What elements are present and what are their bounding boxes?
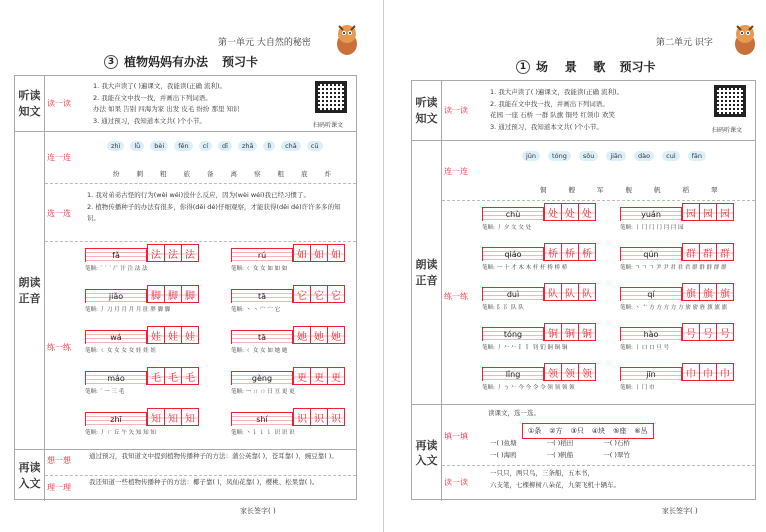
option-item[interactable]: ②方 xyxy=(549,427,563,435)
qr-code[interactable] xyxy=(315,81,347,113)
writing-cell[interactable]: 它 xyxy=(327,285,345,303)
writing-cell[interactable]: 毛 xyxy=(164,367,182,385)
qr-code[interactable] xyxy=(714,85,746,117)
writing-cell[interactable]: 识 xyxy=(327,408,345,426)
writing-cell[interactable]: 桥 xyxy=(544,243,562,261)
qr-caption: 扫码听课文 xyxy=(712,127,743,134)
fill-intro: 读课文，选一选。 xyxy=(488,409,540,417)
stroke-order: 笔顺: 阝 阝 队 队 xyxy=(482,305,524,311)
fill-blank[interactable]: 一( )翠竹 xyxy=(603,450,630,459)
writing-cell[interactable]: 巾 xyxy=(716,363,734,381)
choice-block xyxy=(45,184,356,242)
hanzi-list xyxy=(540,185,718,194)
fill-tag: 填一填 xyxy=(444,432,468,441)
writing-cell[interactable]: 法 xyxy=(164,244,182,262)
listen-line: 2. 我能在文中找一找，并画出下列词语。 xyxy=(490,99,609,108)
pinyin-box: qún xyxy=(620,247,682,261)
stroke-order: 笔顺: 丶 亠 方 方 方 方 方 旂 旂 旌 旗 旗 旗 xyxy=(620,305,728,311)
hanzi-item[interactable]: 底 xyxy=(301,170,308,178)
hanzi-item[interactable]: 刺 xyxy=(136,170,143,178)
writing-cell[interactable]: 群 xyxy=(716,243,734,261)
lesson-heading xyxy=(516,58,655,75)
unit-title: 第一单元 大自然的秘密 xyxy=(218,38,311,48)
pinyin-item[interactable]: bèi xyxy=(150,141,168,151)
stroke-order: 笔顺: 丨 冂 巾 xyxy=(620,385,655,391)
writing-cells xyxy=(293,367,344,385)
stroke-order: 笔顺: 一 ㄇ ㄇ 日 亘 更 更 xyxy=(231,389,295,395)
mascot-icon xyxy=(732,22,758,56)
stroke-order: 笔顺: ㄱ ㄱ ㄱ 尹 尹 君 君 君 群 群 群 群 群 xyxy=(620,265,727,271)
hanzi-item[interactable]: 离 xyxy=(230,170,237,178)
pinyin-item[interactable]: lǚ xyxy=(130,141,144,151)
pinyin-box: yuán xyxy=(620,207,682,221)
pinyin-item[interactable]: zhā xyxy=(238,141,258,151)
pinyin-item[interactable]: sōu xyxy=(579,151,598,161)
fill-blank[interactable]: 一( )鱼塘 xyxy=(490,439,517,447)
writing-cell[interactable]: 队 xyxy=(578,283,596,301)
writing-cells xyxy=(293,326,344,344)
hanzi-item[interactable]: 粗 xyxy=(160,170,167,178)
writing-cells xyxy=(147,326,198,344)
writing-cell[interactable]: 娃 xyxy=(147,326,165,344)
pinyin-box: shí xyxy=(231,412,293,426)
choice-text xyxy=(87,190,352,225)
stroke-order: 笔顺: ㄑ 女 女 如 如 如 xyxy=(231,266,288,272)
reread-section xyxy=(15,450,356,501)
pinyin-box: lǐng xyxy=(482,367,544,381)
fill-blank[interactable]: 一( )帆船 xyxy=(546,450,574,459)
writing-cell[interactable]: 巾 xyxy=(682,363,700,381)
stroke-order: 笔顺: 丶 丶 宀 宀 它 xyxy=(231,307,281,313)
pinyin-item[interactable]: chā xyxy=(281,141,301,151)
stroke-order: 笔顺: 丨 冂 冂 冂 冃 冃 园 xyxy=(620,225,684,231)
writing-cell[interactable]: 园 xyxy=(699,203,717,221)
writing-cell[interactable]: 园 xyxy=(682,203,700,221)
writing-cell[interactable]: 巾 xyxy=(699,363,717,381)
poem-text xyxy=(490,468,750,491)
listen-tag: 读一读 xyxy=(444,106,468,115)
writing-cell[interactable]: 号 xyxy=(716,323,734,341)
hanzi-item[interactable]: 备 xyxy=(207,170,214,178)
writing-cell[interactable]: 如 xyxy=(327,244,345,262)
card-label: 预习卡 xyxy=(619,60,656,74)
writing-cell[interactable]: 领 xyxy=(544,363,562,381)
writing-cells xyxy=(147,367,198,385)
writing-cells xyxy=(293,408,344,426)
listen-section xyxy=(15,76,356,132)
pinyin-list xyxy=(522,151,706,161)
pinyin-item[interactable]: tóng xyxy=(548,151,571,161)
think-tag: 想一想 xyxy=(47,456,71,465)
writing-cell[interactable]: 领 xyxy=(578,363,596,381)
writing-cell[interactable]: 铜 xyxy=(544,323,562,341)
writing-cell[interactable]: 毛 xyxy=(181,367,199,385)
pinyin-box: jīn xyxy=(620,367,682,381)
pinyin-box: fǎ xyxy=(85,248,147,262)
choice-tag: 选一选 xyxy=(47,209,71,218)
hanzi-item[interactable]: 艘 xyxy=(568,186,575,194)
poem-line: 一只只，两只鸟，三条船，五本书， xyxy=(490,469,594,477)
writing-cells xyxy=(293,285,344,303)
hanzi-item[interactable]: 稻 xyxy=(682,186,689,194)
pinyin-box: jiǎo xyxy=(85,289,147,303)
fill-blank[interactable]: 一( )海鸥 xyxy=(490,450,517,459)
pinyin-box: gèng xyxy=(231,371,293,385)
writing-cell[interactable]: 法 xyxy=(147,244,165,262)
hanzi-item[interactable]: 炸 xyxy=(324,170,331,178)
stroke-order: 笔顺: ㄑ 女 女 女 女 娃 娃 娃 xyxy=(85,348,156,354)
fill-blank[interactable]: 一( )稻田 xyxy=(546,439,574,447)
writing-cell[interactable]: 娃 xyxy=(181,326,199,344)
pinyin-box: rú xyxy=(231,248,293,262)
pinyin-box: tóng xyxy=(482,327,544,341)
choice-line[interactable]: 2. 植物传播种子的办法有很多，你得(děi dé)仔细观察，才能获得(děi dé)许许多多的知识。 xyxy=(87,202,341,222)
read-section xyxy=(412,141,755,405)
mascot-icon xyxy=(334,22,360,56)
option-item[interactable]: ⑥丛 xyxy=(634,427,648,435)
hanzi-item[interactable]: 粗 xyxy=(277,170,284,178)
fill-row xyxy=(490,438,750,450)
listen-line: 办法 如果 告别 四海为家 出发 皮毛 纷纷 那里 知识 xyxy=(93,105,240,113)
pinyin-box: qiáo xyxy=(482,247,544,261)
hanzi-item[interactable]: 舰 xyxy=(625,186,632,194)
read-side-label: 朗读 正音 xyxy=(15,132,45,449)
pinyin-box: duì xyxy=(482,287,544,301)
writing-cell[interactable]: 识 xyxy=(293,408,311,426)
writing-cell[interactable]: 群 xyxy=(682,243,700,261)
right-page xyxy=(383,0,766,532)
writing-cells xyxy=(544,323,595,341)
writing-block xyxy=(442,201,755,404)
lesson-title: 植物妈妈有办法 xyxy=(124,55,209,69)
listen-line: 1. 我大声读了( )遍课文，我能读(正确 流利)。 xyxy=(490,88,624,96)
lesson-number: 1 xyxy=(516,60,530,74)
poem-line: 六支笔，七棵柳树八朵花，九架飞机十辆车。 xyxy=(490,480,620,489)
measure-word-options xyxy=(522,423,654,439)
stroke-order: 笔顺: ˊ ˊ ˊ 广 汁 注 法 法 xyxy=(85,266,148,272)
stroke-order: 笔顺: 丨 口 口 旦 号 xyxy=(620,345,670,351)
writing-cell[interactable]: 知 xyxy=(181,408,199,426)
connect-block xyxy=(45,132,356,184)
listen-section xyxy=(412,81,755,141)
listen-line: 2. 我能在文中找一找，并画出下列词语。 xyxy=(93,93,212,102)
writing-cell[interactable]: 脚 xyxy=(181,285,199,303)
pinyin-item[interactable]: cū xyxy=(307,141,323,151)
writing-cells xyxy=(544,203,595,221)
listen-text xyxy=(490,87,710,133)
connect-tag: 连一连 xyxy=(444,167,468,176)
writing-cell[interactable]: 队 xyxy=(544,283,562,301)
connect-tag: 连一连 xyxy=(47,153,71,162)
lesson-title: 场 景 歌 xyxy=(536,60,606,74)
pinyin-box: tā xyxy=(231,330,293,344)
pinyin-item[interactable]: dào xyxy=(634,151,654,161)
writing-cell[interactable]: 领 xyxy=(561,363,579,381)
reread-section xyxy=(412,405,755,501)
pinyin-box: tā xyxy=(231,289,293,303)
writing-cell[interactable]: 她 xyxy=(310,326,328,344)
pinyin-box: wá xyxy=(85,330,147,344)
sort-tag: 理一理 xyxy=(47,483,71,492)
fill-row xyxy=(490,450,750,462)
worksheet-frame xyxy=(411,80,756,500)
option-item[interactable]: ④块 xyxy=(591,427,606,435)
writing-cells xyxy=(147,408,198,426)
pinyin-item[interactable]: cuì xyxy=(662,151,680,161)
worksheet-frame xyxy=(14,75,357,500)
writing-cell[interactable]: 桥 xyxy=(561,243,579,261)
writing-cells xyxy=(147,244,198,262)
option-item[interactable]: ①条 xyxy=(528,427,542,435)
stroke-order: 笔顺: 丶 讠 讠 讠 识 识 识 xyxy=(231,430,295,436)
hanzi-item[interactable]: 旅 xyxy=(183,170,190,178)
stroke-order: 笔顺: 丿 𠂉 𠂉 钅 钅 钊 钔 铜 铜 铜 xyxy=(482,345,568,351)
hanzi-item[interactable]: 察 xyxy=(254,170,261,178)
pinyin-item[interactable]: zhì xyxy=(107,141,124,151)
writing-cells xyxy=(544,243,595,261)
stroke-order: 笔顺: ㄑ 女 女 如 她 她 xyxy=(231,348,288,354)
parent-signature[interactable]: 家长签字( ) xyxy=(240,507,276,515)
pinyin-item[interactable]: lì xyxy=(263,141,275,151)
writing-cell[interactable]: 处 xyxy=(578,203,596,221)
writing-cell[interactable]: 更 xyxy=(327,367,345,385)
listen-line: 3. 通过预习，我知道本文共( )个小节。 xyxy=(93,116,206,125)
writing-block xyxy=(45,242,356,449)
lesson-heading xyxy=(104,53,258,70)
writing-cell[interactable]: 群 xyxy=(699,243,717,261)
lesson-number: 3 xyxy=(104,55,118,69)
pinyin-item[interactable]: dī xyxy=(218,141,232,151)
writing-cell[interactable]: 知 xyxy=(147,408,165,426)
writing-tag: 练一练 xyxy=(47,343,71,352)
writing-cell[interactable]: 更 xyxy=(293,367,311,385)
writing-cell[interactable]: 她 xyxy=(327,326,345,344)
writing-cell[interactable]: 它 xyxy=(293,285,311,303)
writing-tag: 练一练 xyxy=(444,292,468,301)
writing-cells xyxy=(682,243,733,261)
writing-cells xyxy=(293,244,344,262)
writing-cell[interactable]: 旗 xyxy=(716,283,734,301)
pinyin-box: chù xyxy=(482,207,544,221)
stroke-order: 笔顺: 丿 夕 夂 夂 处 xyxy=(482,225,532,231)
pinyin-item[interactable]: jiān xyxy=(606,151,626,161)
writing-cell[interactable]: 脚 xyxy=(147,285,165,303)
writing-cell[interactable]: 号 xyxy=(699,323,717,341)
hanzi-item[interactable]: 翠 xyxy=(711,186,718,194)
writing-cell[interactable]: 桥 xyxy=(578,243,596,261)
writing-cell[interactable]: 娃 xyxy=(164,326,182,344)
writing-cell[interactable]: 她 xyxy=(293,326,311,344)
read-side-label: 朗读 正音 xyxy=(412,141,442,404)
sort-text[interactable]: 我还知道一些植物传播种子的方法：椰子靠( )，凤仙花靠( )，樱桃、松果靠( )。 xyxy=(89,478,319,486)
reread-side-label: 再读 入文 xyxy=(15,450,45,501)
writing-cells xyxy=(682,203,733,221)
writing-cell[interactable]: 铜 xyxy=(578,323,596,341)
pinyin-box: máo xyxy=(85,371,147,385)
hanzi-item[interactable]: 纷 xyxy=(113,170,120,178)
listen-text xyxy=(93,81,313,127)
writing-cell[interactable]: 铜 xyxy=(561,323,579,341)
writing-cell[interactable]: 脚 xyxy=(164,285,182,303)
listen-side-label: 听读 知文 xyxy=(412,81,442,140)
listen-tag: 读一读 xyxy=(47,99,71,108)
card-label: 预习卡 xyxy=(222,55,259,69)
stroke-order: 笔顺: 丿 刀 月 月 月 月 肚 胖 脚 脚 xyxy=(85,307,171,313)
option-item[interactable]: ⑤座 xyxy=(613,427,627,435)
option-item[interactable]: ③只 xyxy=(570,427,584,435)
writing-cell[interactable]: 如 xyxy=(293,244,311,262)
stroke-order: 笔顺: 丿 ㄏ 丘 午 矢 知 知 知 xyxy=(85,430,156,436)
fill-blank[interactable]: 一( )石桥 xyxy=(603,439,630,447)
hanzi-list xyxy=(113,169,331,178)
writing-cell[interactable]: 处 xyxy=(544,203,562,221)
pinyin-box: hào xyxy=(620,327,682,341)
writing-cell[interactable]: 法 xyxy=(181,244,199,262)
writing-cells xyxy=(682,283,733,301)
pinyin-item[interactable]: fān xyxy=(688,151,706,161)
pinyin-list xyxy=(107,141,323,151)
hanzi-item[interactable]: 军 xyxy=(597,186,604,194)
pinyin-item[interactable]: jūn xyxy=(522,151,540,161)
think-text[interactable]: 通过预习，我知道文中提到植物传播种子的方法：蒲公英靠( )，苍耳靠( )，豌豆靠( )。 xyxy=(89,452,338,460)
listen-side-label: 听读 知文 xyxy=(15,76,45,131)
writing-cells xyxy=(544,363,595,381)
writing-cell[interactable]: 知 xyxy=(164,408,182,426)
qr-caption: 扫码听课文 xyxy=(313,122,344,129)
writing-cells xyxy=(682,323,733,341)
parent-signature[interactable]: 家长签字( ) xyxy=(662,507,698,515)
stroke-order: 笔顺: 一 十 才 木 木 杆 杆 桥 桥 桥 xyxy=(482,265,568,271)
stroke-order: 笔顺: 丿 ㄅ 𠂉 今 今 令 令 领 领 领 领 xyxy=(482,385,575,391)
writing-cell[interactable]: 旗 xyxy=(682,283,700,301)
writing-cell[interactable]: 处 xyxy=(561,203,579,221)
writing-cell[interactable]: 旗 xyxy=(699,283,717,301)
reread-side-label: 再读 入文 xyxy=(412,405,442,501)
listen-line: 1. 我大声读了( )遍课文，我能读(正确 流利)。 xyxy=(93,82,227,90)
listen-line: 花园 一座 石桥 一群 队旗 铜号 红领巾 欢笑 xyxy=(490,111,615,119)
writing-cell[interactable]: 毛 xyxy=(147,367,165,385)
pinyin-item[interactable]: fēn xyxy=(174,141,192,151)
writing-cell[interactable]: 更 xyxy=(310,367,328,385)
connect-block xyxy=(442,141,755,201)
read-section xyxy=(15,132,356,450)
choice-line[interactable]: 1. 我对弟弟古怪的行为(wèi wéi)没什么反应，因为(wèi wéi)我已经习惯了。 xyxy=(87,191,311,199)
writing-cells xyxy=(682,363,733,381)
listen-line: 3. 通过预习，我知道本文共( )个小节。 xyxy=(490,122,603,131)
pinyin-item[interactable]: cí xyxy=(199,141,212,151)
writing-cell[interactable]: 号 xyxy=(682,323,700,341)
writing-cell[interactable]: 识 xyxy=(310,408,328,426)
writing-cell[interactable]: 队 xyxy=(561,283,579,301)
fill-rows xyxy=(490,438,750,461)
unit-title: 第二单元 识字 xyxy=(656,38,713,48)
stroke-order: 笔顺: ˊ 一 三 毛 xyxy=(85,389,125,395)
pinyin-box: qí xyxy=(620,287,682,301)
writing-cell[interactable]: 如 xyxy=(310,244,328,262)
hanzi-item[interactable]: 帆 xyxy=(654,186,661,194)
writing-cell[interactable]: 它 xyxy=(310,285,328,303)
writing-cells xyxy=(147,285,198,303)
writing-cells xyxy=(544,283,595,301)
writing-cell[interactable]: 园 xyxy=(716,203,734,221)
hanzi-item[interactable]: 铜 xyxy=(540,186,547,194)
recite-tag: 读一读 xyxy=(444,478,468,487)
pinyin-box: zhī xyxy=(85,412,147,426)
